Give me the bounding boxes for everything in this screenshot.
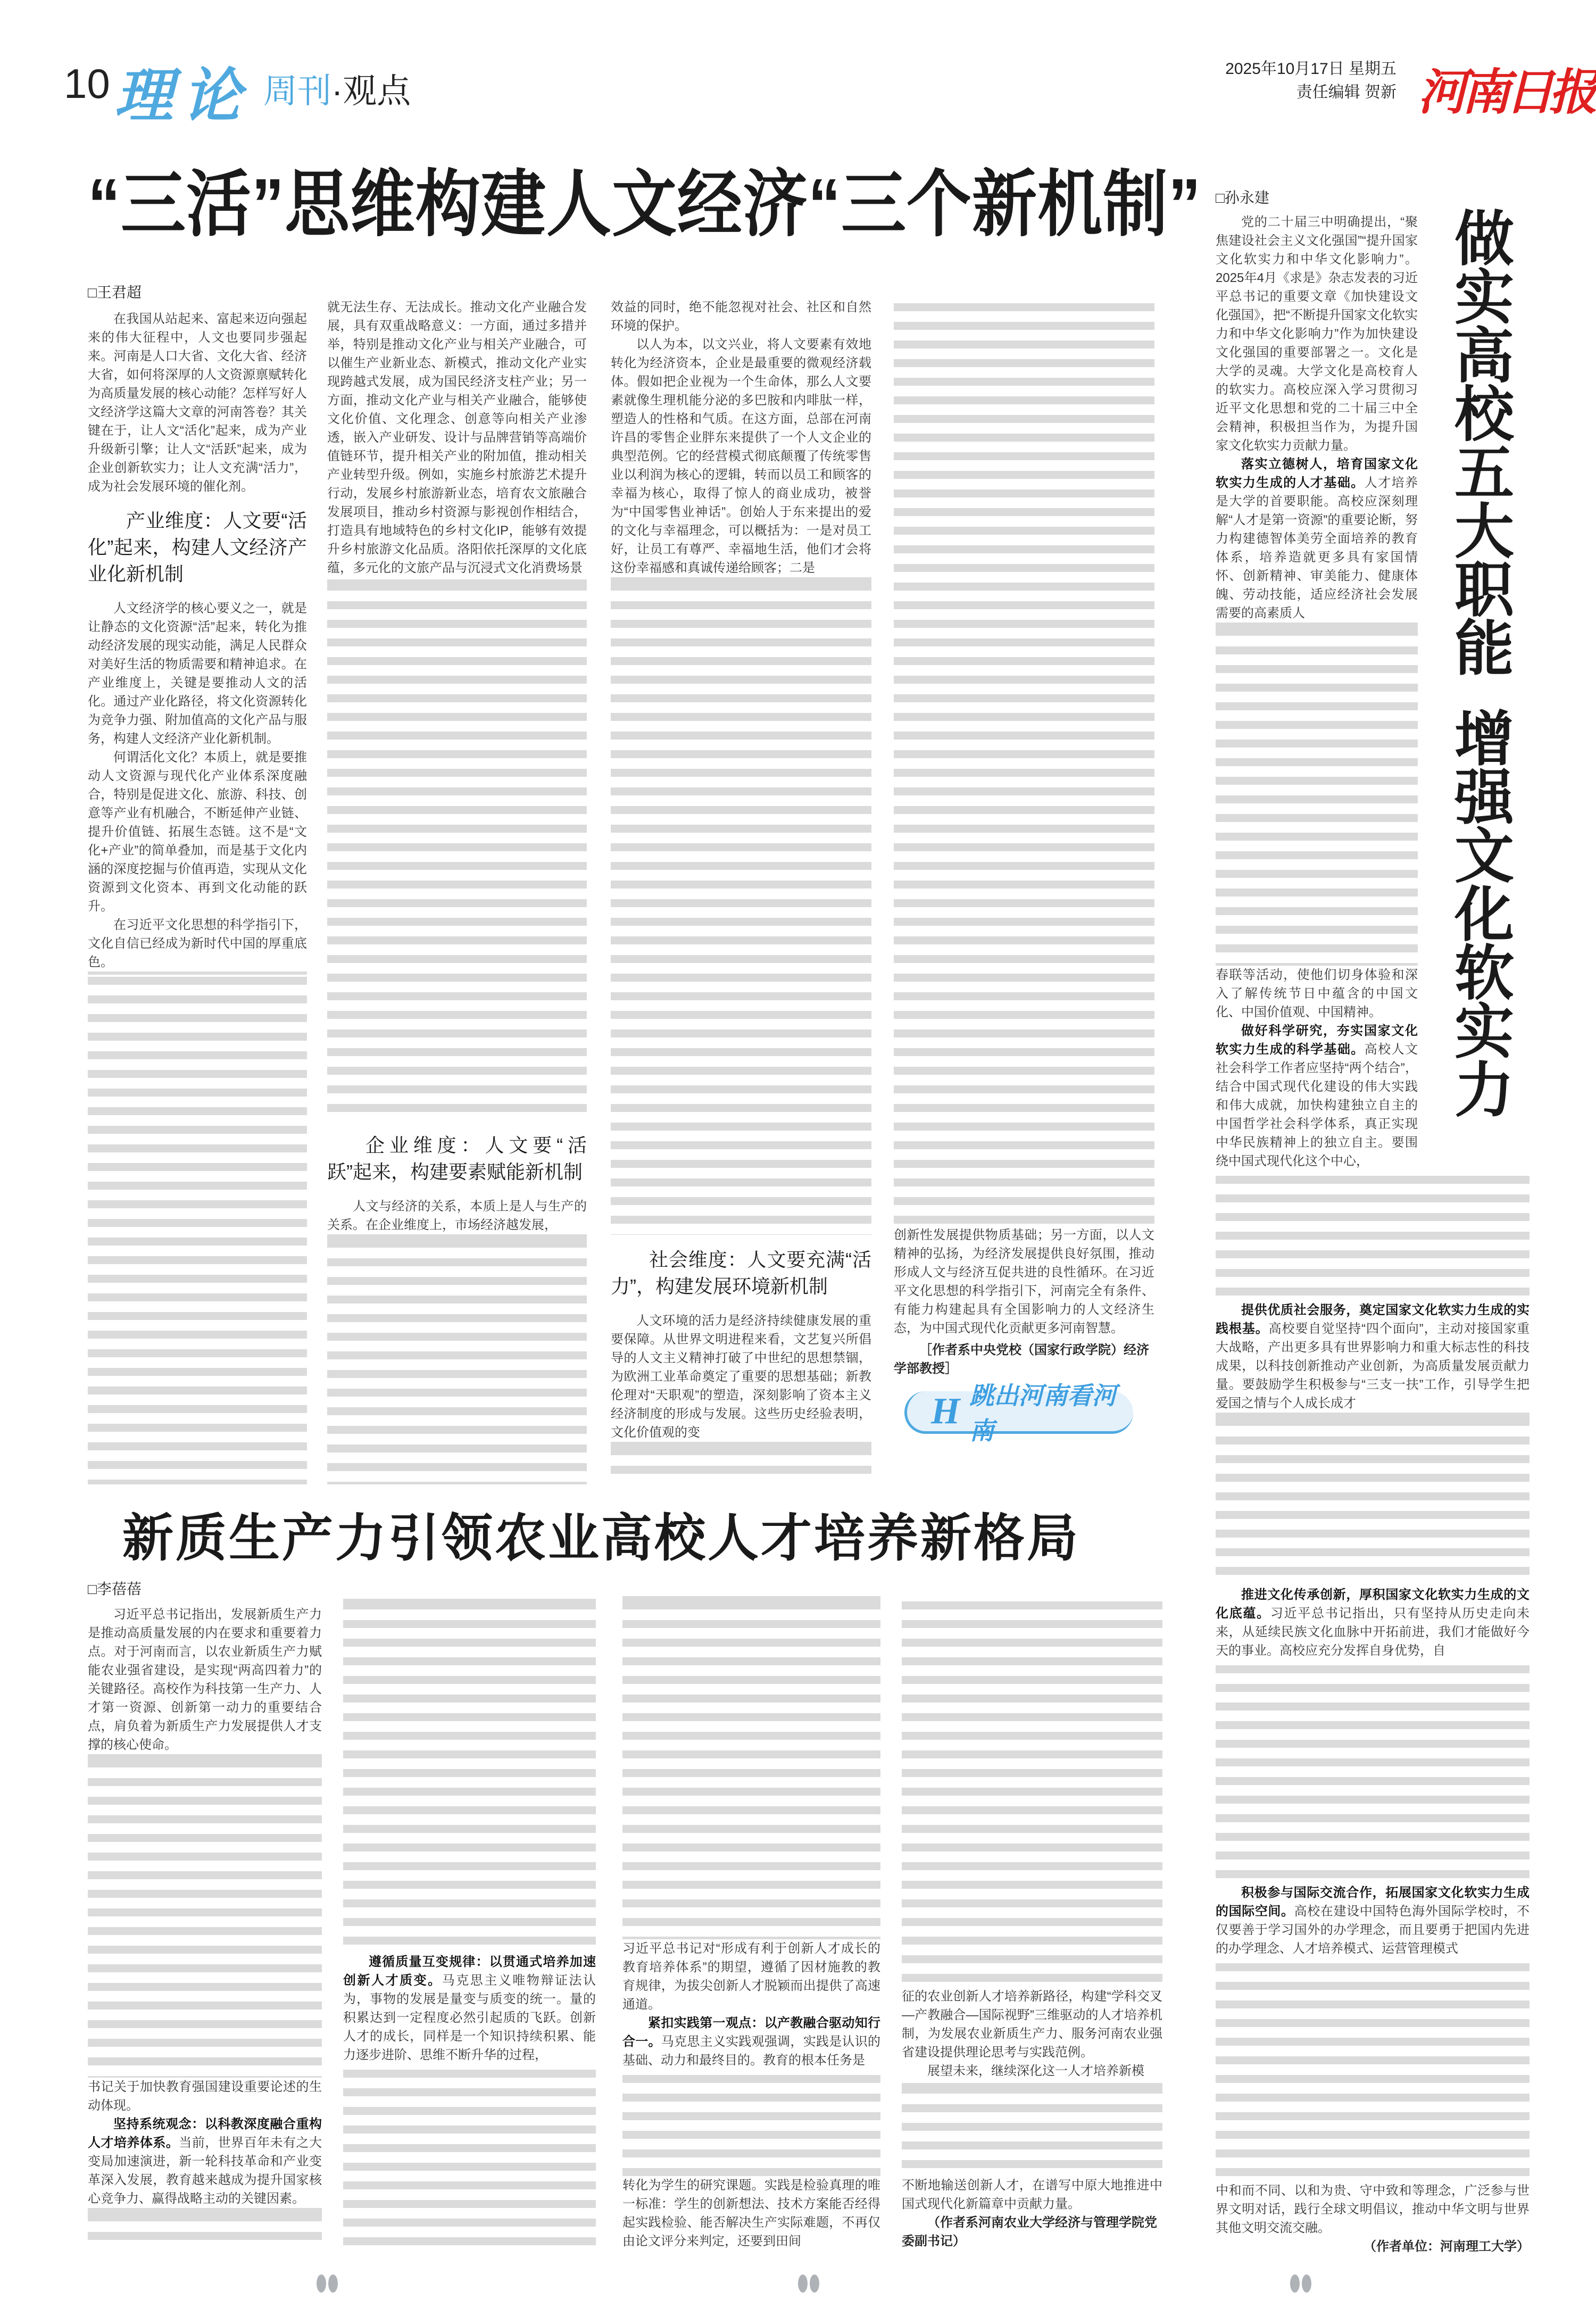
author-note: ［作者系中央党校（国家行政学院）经济学部教授］ (894, 1343, 1149, 1376)
separator: · (331, 72, 343, 110)
bottom-article-column-1 (88, 1578, 322, 2251)
paragraph: 效益的同时，绝不能忽视对社会、社区和自然环境的保护。 (611, 300, 871, 333)
subheading: 社会维度：人文要充满“活力”，构建发展环境新机制 (611, 1249, 871, 1297)
title-char: 能 (1454, 616, 1514, 682)
title-char: 文 (1454, 823, 1514, 890)
lead-sentence: 落实立德树人，培育国家文化软实力生成的人才基础。 (1216, 457, 1418, 490)
text-block (343, 2064, 596, 2251)
lead-sentence: 积极参与国际交流合作，拓展国家文化软实力生成的国际空间。 (1216, 1886, 1530, 1919)
bottom-article-column-2 (343, 1596, 596, 2251)
right-article-wide-column (1216, 1170, 1530, 2256)
issue-info (1225, 57, 1396, 104)
paragraph: 习近平总书记对“形成有利于创新人才成长的教育培养体系”的期望，遵循了因材施教的教育规律，为拔尖创新人才脱颖而出提供了高速通道。 (622, 1941, 880, 2012)
column-banner (904, 1381, 1133, 1444)
text-block (343, 1596, 596, 1953)
paragraph (622, 2014, 880, 2070)
paragraph (343, 1953, 596, 2064)
bottom-article-byline: □李蓓蓓 (88, 1581, 142, 1597)
text-block (1216, 1958, 1530, 2181)
paragraph: 人文与经济的关系，本质上是人与生产的关系。在企业维度上，市场经济越发展， (327, 1199, 587, 1232)
paragraph-text: 马克思主义唯物辩证法认为，事物的发展是量变与质变的统一。量的积累达到一定程度必然引起质的飞跃。创新人才的成长，同样是一个知识持续积累、能力逐步进阶、思维不断升华的过程， (343, 1973, 596, 2062)
paragraph: 人文环境的活力是经济持续健康发展的重要保障。从世界文明进程来看，文艺复兴所倡导的人文主义精神打破了中世纪的思想禁锢，为欧洲工业革命奠定了重要的思想基础；新教伦理对“天职观”的塑造，深刻影响了资本主义经济制度的形成与发展。这些历史经验表明，文化价值观的变 (611, 1314, 871, 1440)
paragraph: 书记关于加快教育强国建设重要论述的生动体现。 (88, 2080, 322, 2113)
title-char: 实 (1454, 999, 1514, 1065)
text-block (622, 2070, 880, 2176)
banner-text: 跳出河南看河南 (969, 1381, 1117, 1444)
title-char: 软 (1454, 940, 1514, 1007)
lead-sentence: 坚持系统观念：以科教深度融合重构人才培养体系。 (88, 2117, 322, 2150)
registration-mark (798, 2274, 819, 2293)
top-article-byline: □王君超 (88, 284, 142, 301)
text-block (1216, 1413, 1530, 1585)
top-article-column-2 (327, 298, 587, 1484)
text-block (1216, 622, 1418, 966)
paragraph: 在我国从站起来、富起来迈向强起来的伟大征程中，人文也要同步强起来。河南是人口大省、文化大省、经济大省，如何将深厚的人文资源禀赋转化为高质量发展的核心动能？怎样写好人文经济学这篇大文章的河南答卷？其关键在于，让人文“活化”起来，成为产业升级新引擎；让人文“活跃”起来，成为企业创新软实力；让人文充满“活力”，成为社会发展环境的催化剂。 (88, 312, 307, 494)
title-char: 化 (1454, 882, 1514, 948)
bottom-article-headline: 新质生产力引领农业高校人才培养新格局 (122, 1510, 1080, 1567)
lead-sentence: 推进文化传承创新，厚积国家文化软实力生成的文化底蕴。 (1216, 1588, 1530, 1621)
paragraph: 征的农业创新人才培养新路径，构建“学科交叉—产教融合—国际视野”三维驱动的人才培养机制，为发展农业新质生产力、服务河南农业强省建设提供理论思考与实践范例。 (902, 1989, 1162, 2060)
title-char: 力 (1454, 1057, 1514, 1124)
paragraph: 以人为本，以文兴业，将人文要素有效地转化为经济资本，企业是最重要的微观经济载体。假如把企业视为一个生命体，那么人文要素就像生理机能分泌的多巴胺和内啡肽一样，塑造人的性格和气质。在这方面，总部在河南许昌的零售企业胖东来提供了一个人文企业的典型范例。它的经营模式彻底颠覆了传统零售业以利润为核心的逻辑，转而以员工和顾客的幸福为核心，取得了惊人的商业成功，被誉为“中国零售业神话”。创始人于东来提出的爱的文化与幸福理念，可以概括为：一是对员工好，让员工有尊严、幸福地生活，他们才会将这份幸福感和真诚传递给顾客；二是 (611, 337, 871, 575)
section-subtitle (263, 64, 411, 113)
author-note: （作者系河南农业大学经济与管理学院党委副书记） (902, 2215, 1157, 2248)
paragraph: 党的二十届三中明确提出，“聚焦建设社会主义文化强国”“提升国家文化软实力和中华文化影响力”。2025年4月《求是》杂志发表的习近平总书记的重要文章《加快建设文化强国》，把“不断提升国家文化软实力和中华文化影响力”作为加快建设文化强国的重要部署之一。文化是大学的灵魂。大学文化是高校育人的软实力。高校应深入学习贯彻习近平文化思想和党的二十届三中全会精神，积极担当作为，为提升国家文化软实力贡献力量。 (1216, 215, 1418, 453)
page-number: 10 (64, 60, 110, 107)
top-article-headline: “三活”思维构建人文经济“三个新机制” (88, 163, 1201, 245)
title-char: 高 (1454, 323, 1514, 389)
text-block (894, 298, 1154, 1226)
text-block (88, 1754, 322, 2078)
paragraph (88, 2115, 322, 2208)
paragraph: 不断地输送创新人才，在谱写中原大地推进中国式现代化新篇章中贡献力量。 (902, 2178, 1162, 2211)
title-char: 校 (1454, 381, 1514, 448)
paragraph-text: 高校在建设中国特色海外国际学校时，不仅要善于学习国外的办学理念，而且要勇于把国内先进的办学理念、人才培养模式、运营管理模式 (1216, 1904, 1530, 1956)
paragraph-text: 当前，世界百年未有之大变局加速演进，新一轮科技革命和产业变革深入发展，教育越来越成为提升国家核心竞争力、赢得战略主动的关键因素。 (88, 2136, 322, 2206)
text-block (611, 1442, 871, 1484)
text-block (327, 577, 587, 1120)
top-article-column-3 (611, 298, 871, 1484)
subheading: 企业维度：人文要“活跃”起来，构建要素赋能新机制 (327, 1134, 587, 1183)
editor-credit: 责任编辑 贺新 (1296, 84, 1396, 101)
paragraph-text: 人才培养是大学的首要职能。高校应深刻理解“人才是第一资源”的重要论断，努力构建德智体美劳全面培养的教育体系，培养造就更多具有家国情怀、创新精神、审美能力、健康体魄、劳动技能，适应经济社会发展需要的高素质人 (1216, 476, 1418, 620)
paragraph (1216, 1022, 1418, 1170)
paragraph: 创新性发展提供物质基础；另一方面，以人文精神的弘扬，为经济发展提供良好氛围，推动形成人文与经济互促共进的良性循环。在习近平文化思想的科学指引下，河南完全有条件、有能力构建起具有全国影响力的人文经济生态，为中国式现代化贡献更多河南智慧。 (894, 1228, 1154, 1335)
lead-sentence: 遵循质量互变规律：以贯通式培养加速创新人才质变。 (343, 1955, 596, 1988)
text-block (1216, 1660, 1530, 1883)
issue-date: 2025年10月17日 星期五 (1225, 60, 1396, 78)
subheading: 产业维度：人文要“活化”起来，构建人文经济产业化新机制 (88, 510, 307, 585)
section-title: 理论 (114, 63, 251, 129)
lead-sentence: 做好科学研究，夯实国家文化软实力生成的科学基础。 (1216, 1024, 1418, 1057)
title-char: 职 (1454, 557, 1514, 624)
top-article-column-1 (88, 281, 307, 1484)
paragraph (1216, 1883, 1530, 1958)
text-block (1216, 1170, 1530, 1301)
right-article-narrow-column (1216, 213, 1418, 1170)
text-block (902, 2080, 1162, 2176)
lead-sentence: 提供优质社会服务，奠定国家文化软实力生成的实践根基。 (1216, 1303, 1530, 1336)
title-char: 增 (1454, 706, 1514, 773)
registration-mark (317, 2274, 338, 2293)
paragraph (1216, 1301, 1530, 1413)
paragraph-text: 马克思主义实践观强调，实践是认识的基础、动力和最终目的。教育的根本任务是 (622, 2035, 881, 2068)
paragraph-text: 高校要自觉坚持“四个面向”，主动对接国家重大战略，产出更多具有世界影响力和重大标志性的科技成果，以科技创新推动产业创新，为高质量发展贡献力量。要鼓励学生积极参与“三支一扶”工作，引导学生把爱国之情与个人成长成才 (1216, 1322, 1530, 1410)
paragraph: 在习近平文化思想的科学指引下，文化自信已经成为新时代中国的厚重底色。 (88, 918, 307, 969)
text-block (88, 972, 307, 1484)
newspaper-logo: 河南日报 (1418, 65, 1593, 120)
text-block (88, 2208, 322, 2251)
paragraph: 春联等活动，使他们切身体验和深入了解传统节日中蕴含的中国文化、中国价值观、中国精神。 (1216, 968, 1418, 1019)
paragraph (1216, 1585, 1530, 1660)
paragraph: 人文经济学的核心要义之一，就是让静态的文化资源“活”起来，转化为推动经济发展的现实动能，满足人民群众对美好生活的物质需要和精神追求。在产业维度上，关键是要推动人文的活化。通过产业化路径，将文化资源转化为竞争力强、附加值高的文化产品与服务，构建人文经济产业化新机制。 (88, 601, 307, 746)
title-char: 大 (1454, 499, 1514, 565)
lead-sentence: 紧扣实践第一观点：以产教融合驱动知行合一。 (622, 2016, 880, 2049)
text-block (327, 1234, 587, 1484)
paragraph: 就无法生存、无法成长。推动文化产业融合发展，具有双重战略意义：一方面，通过多措并举，特别是推动文化产业与相关产业融合，可以催生产业新业态、新模式，推动文化产业实现跨越式发展，成为国民经济支柱产业；另一方面，推动文化产业与相关产业融合，能够使文化价值、文化理念、创意等向相关产业渗透，嵌入产业研发、设计与品牌营销等高端价值链环节，提升相关产业的附加值，推动相关产业转型升级。例如，实施乡村旅游艺术提升行动，发展乡村旅游新业态，培育农文旅融合发展项目，推动乡村资源与影视创作相结合，打造具有地域特色的乡村文化IP，能够有效提升乡村旅游文化品质。洛阳依托深厚的文化底蕴，多元化的文旅产品与沉浸式文化消费场景 (327, 300, 587, 575)
author-note: （作者单位：河南理工大学） (1364, 2239, 1530, 2254)
title-char: 五 (1454, 440, 1514, 507)
right-article-vertical-title (1450, 206, 1519, 1124)
title-char: 做 (1454, 206, 1514, 272)
registration-mark (1290, 2274, 1311, 2293)
title-char: 强 (1454, 765, 1514, 831)
paragraph-text: 高校人文社会科学工作者应坚持“两个结合”，结合中国式现代化建设的伟大实践和伟大成就，加快构建独立自主的中国哲学社会科学体系，真正实现中华民族精神上的独立自主。要围绕中国式现代化这个中心， (1216, 1042, 1418, 1168)
bottom-article-column-3 (622, 1596, 880, 2251)
section-kind: 观点 (343, 72, 411, 110)
top-article-column-4 (894, 298, 1154, 1378)
right-article-byline: □孙永建 (1216, 189, 1269, 206)
paragraph: 习近平总书记指出，发展新质生产力是推动高质量发展的内在要求和重要着力点。对于河南而言，以农业新质生产力赋能农业强省建设，是实现“两高四着力”的关键路径。高校作为科技第一生产力、人才第一资源、创新第一动力的重要结合点，肩负着为新质生产力发展提供人才支撑的核心使命。 (88, 1607, 322, 1752)
paragraph: 展望未来，继续深化这一人才培养新模 (927, 2064, 1144, 2078)
bottom-article-column-4 (902, 1596, 1162, 2251)
paragraph: 何谓活化文化？本质上，就是要推动人文资源与现代化产业体系深度融合，特别是促进文化、旅游、科技、创意等产业有机融合，不断延伸产业链、提升价值链、拓展生态链。这不是“文化+产业”的简单叠加，而是基于文化内涵的深度挖掘与价值再造，实现从文化资源到文化资本、再到文化动能的跃升。 (88, 750, 307, 914)
paragraph (1216, 455, 1418, 622)
section-suffix: 周刊 (263, 72, 331, 110)
title-char: 实 (1454, 264, 1514, 331)
text-block (902, 1596, 1162, 1987)
paragraph: 中和而不同、以和为贵、守中致和等理念，广泛参与世界文明对话，践行全球文明倡议，推动中华文明与世界其他文明交流交融。 (1216, 2184, 1530, 2235)
banner-letter: H (931, 1390, 960, 1432)
paragraph-text: 习近平总书记指出，只有坚持从历史走向未来，从延续民族文化血脉中开拓前进，我们才能做好今天的事业。高校应充分发挥自身优势，自 (1216, 1606, 1530, 1658)
paragraph: 转化为学生的研究课题。实践是检验真理的唯一标准：学生的创新想法、技术方案能否经得起实践检验、能否解决生产实际难题，不再仅由论文评分来判定，还要到田间 (622, 2178, 880, 2248)
text-block (622, 1596, 880, 1939)
text-block (611, 577, 871, 1235)
